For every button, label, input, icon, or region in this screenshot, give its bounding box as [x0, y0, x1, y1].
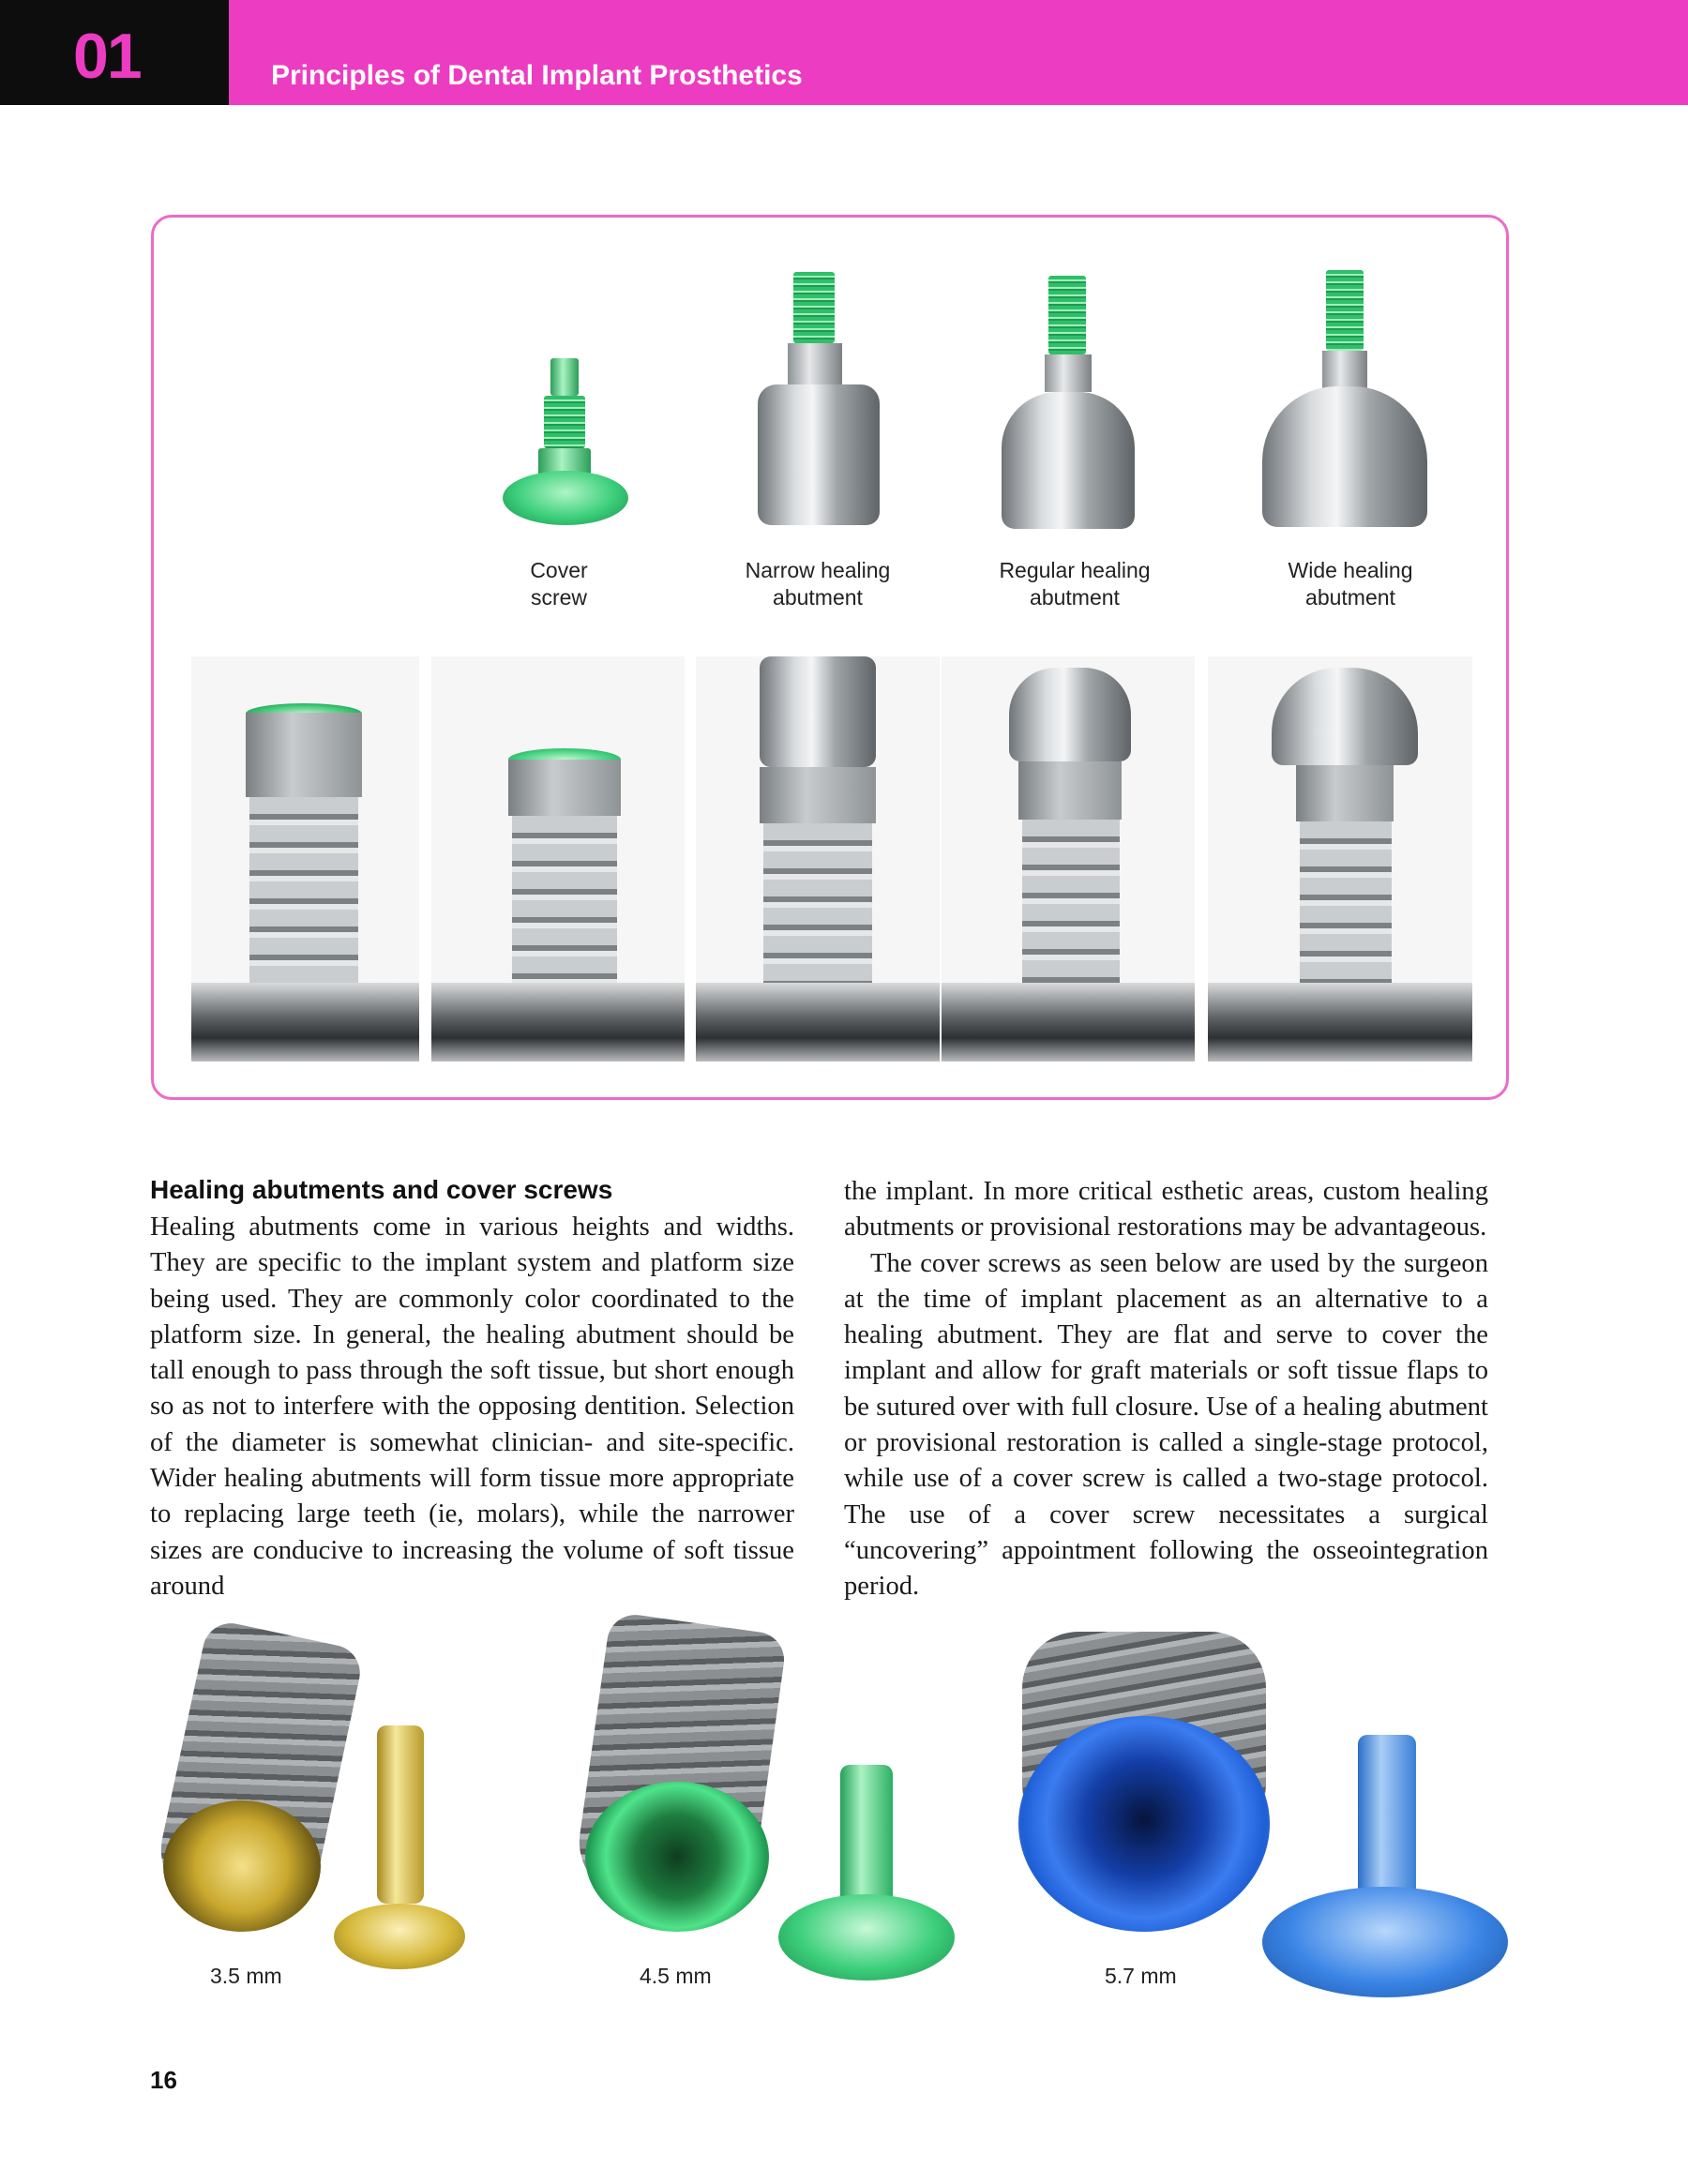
- chapter-number: 01: [73, 21, 141, 92]
- figure-frame: [151, 215, 1509, 1100]
- implant-photo-cover-screw: [431, 656, 685, 1062]
- implant-5-7mm-bore: [1018, 1716, 1270, 1932]
- caption-wide-healing-abutment: Wide healing abutment: [1288, 558, 1413, 610]
- label-5-7mm: 5.7 mm: [1105, 1964, 1177, 1988]
- caption-narrow-healing-abutment: Narrow healing abutment: [745, 558, 891, 610]
- section-heading: Healing abutments and cover screws: [150, 1175, 613, 1204]
- cover-screw-green-head: [778, 1894, 955, 1981]
- cover-screw-gold-head: [334, 1904, 465, 1969]
- caption-cover-screw: Cover screw: [530, 558, 588, 610]
- chapter-number-box: [0, 0, 229, 105]
- body-column-right: [844, 1174, 1488, 1605]
- cover-screw-image: [501, 358, 632, 536]
- body-paragraph: the implant. In more critical esthetic areas, custom healing abutments or provisional restorations may be advantageous.: [844, 1177, 1488, 1243]
- body-paragraph: Healing abutments come in various heights and widths. They are specific to the implant system and platform size being used. They are commonly color coordinated to the platform size. In general, the healing abutment should be tall enough to pass through the soft tissue, but short enough so as not to interfere with the opposing dentition. Selection of the diameter is somewhat clinician- and site-specific. Wider healing abutments will form tissue more appropriate to replacing large teeth (ie, molars), while the narrower sizes are conducive to increasing the volume of soft tissue around: [150, 1212, 794, 1601]
- implant-photo-wide-abutment: [1208, 656, 1472, 1062]
- implant-photo-narrow-abutment: [696, 656, 940, 1062]
- cover-screw-gold-image: [377, 1725, 424, 1904]
- running-header: [0, 0, 1688, 105]
- implant-4-5mm-bore: [585, 1782, 769, 1932]
- implant-photo-regular-abutment: [942, 656, 1195, 1062]
- cover-screws-figure: [150, 1632, 1500, 2007]
- chapter-title: Principles of Dental Implant Prosthetics: [271, 60, 803, 91]
- body-column-left: [150, 1210, 794, 1604]
- regular-healing-abutment-image: [988, 276, 1148, 548]
- body-paragraph: The cover screws as seen below are used by the surgeon at the time of implant placement as an alternative to a healing abutment. They are flat and serve to cover the implant and allow for graft materials or soft tissue flaps to be sutured over with full closure. Use of a healing abutment or provisional restoration is called a single-stage protocol, while use of a cover screw is called a two-stage protocol. The use of a cover screw necessitates a surgical “uncovering” appointment following the osseointegration period.: [844, 1248, 1488, 1602]
- wide-healing-abutment-image: [1251, 270, 1439, 551]
- implant-photo-bare: [191, 656, 419, 1062]
- label-3-5mm: 3.5 mm: [210, 1964, 282, 1988]
- cover-screw-blue-head: [1262, 1887, 1508, 1997]
- cover-screw-blue-image: [1358, 1735, 1416, 1904]
- implant-3-5mm-bore: [163, 1800, 321, 1932]
- cover-screw-green-image: [840, 1765, 893, 1905]
- caption-regular-healing-abutment: Regular healing abutment: [999, 558, 1151, 610]
- label-4-5mm: 4.5 mm: [640, 1964, 712, 1988]
- page-number: 16: [150, 2066, 177, 2094]
- narrow-healing-abutment-image: [745, 272, 895, 544]
